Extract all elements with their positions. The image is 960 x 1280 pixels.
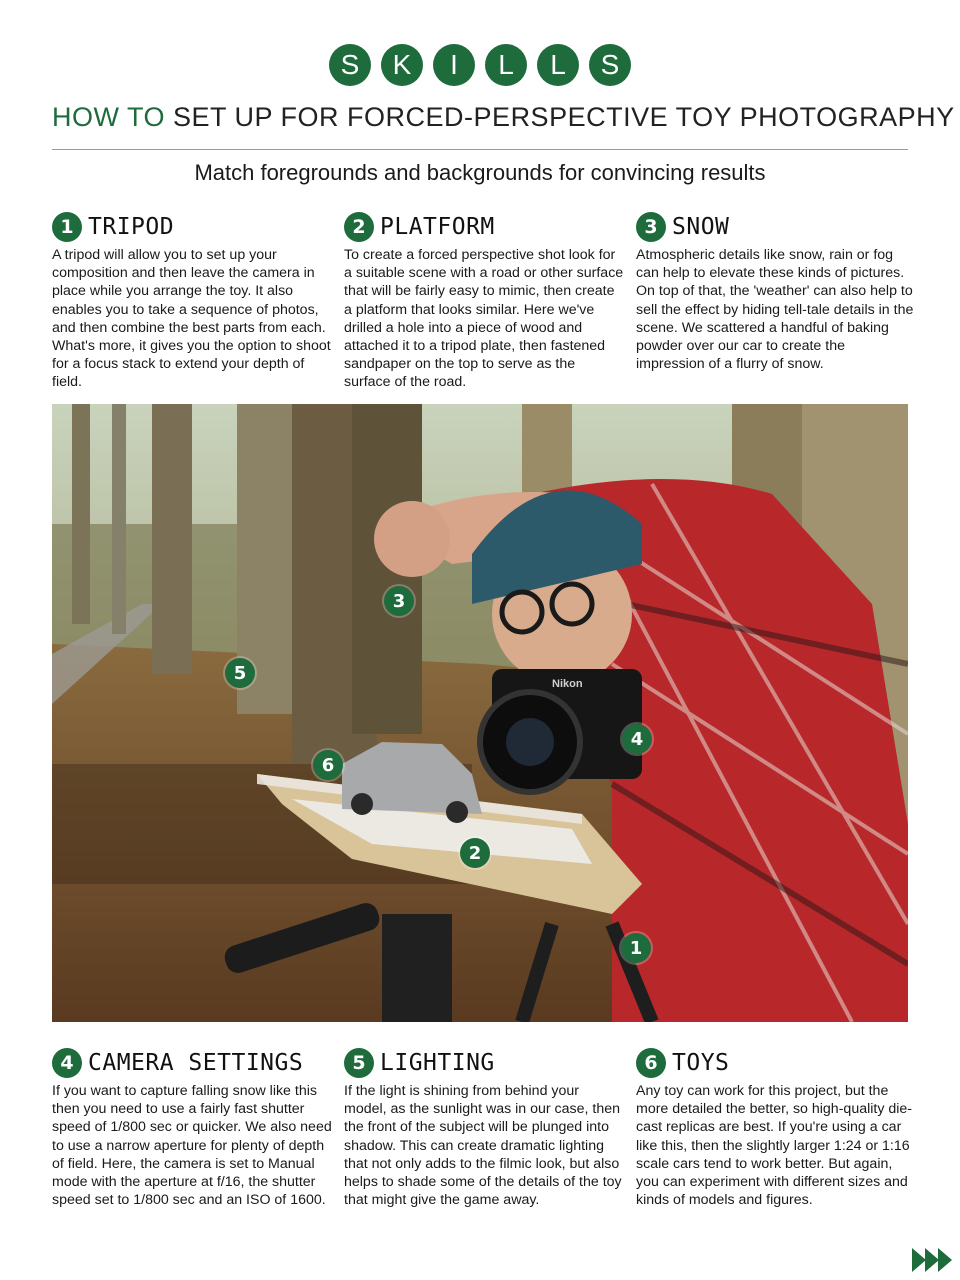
section-platform — [344, 210, 624, 392]
section-body: If you want to capture falling snow like this then you need to use a fairly fast shutter speed of 1/800 sec or quicker. We also need to use a narrow aperture for plenty of depth of field. Here, the camera is set to Manual mode with the aperture at f/16, the shutter speed set to 1/800 sec and an ISO of 1600. — [52, 1083, 332, 1209]
section-snow — [636, 210, 916, 373]
skills-letter: L — [537, 44, 579, 86]
section-lighting — [344, 1046, 624, 1209]
photo-marker: 4 — [622, 724, 652, 754]
step-number-badge: 5 — [344, 1048, 374, 1078]
photo-marker: 3 — [384, 586, 414, 616]
step-number-badge: 3 — [636, 212, 666, 242]
skills-letter: K — [381, 44, 423, 86]
skills-letter: L — [485, 44, 527, 86]
section-title: TOYS — [672, 1050, 730, 1076]
title-rest: SET UP FOR FORCED-PERSPECTIVE TOY PHOTOGRAPHY — [165, 102, 955, 132]
title-accent: HOW TO — [52, 102, 166, 132]
section-body: Atmospheric details like snow, rain or fog can help to elevate these kinds of pictures. On top of that, the 'weather' can also help to sell the effect by hiding tell-tale details in the scene. We scattered a handful of baking powder over our car to create the impression of a flurry of snow. — [636, 247, 914, 373]
section-title: SNOW — [672, 214, 730, 240]
section-title: PLATFORM — [380, 214, 495, 240]
camera-brand-label: Nikon — [552, 678, 583, 690]
skills-letter: S — [589, 44, 631, 86]
section-body: If the light is shining from behind your model, as the sunlight was in our case, then the front of the subject will be plunged into shadow. This can create dramatic lighting that not only adds to the filmic look, but also helps to shade some of the details of the toy that might give the game away. — [344, 1083, 622, 1209]
photo-illustration — [52, 404, 908, 1022]
step-number-badge: 4 — [52, 1048, 82, 1078]
section-title: CAMERA SETTINGS — [88, 1050, 304, 1076]
photo-marker: 5 — [225, 658, 255, 688]
section-body: A tripod will allow you to set up your composition and then leave the camera in place while you arrange the toy. It also enables you to take a sequence of photos, and then combine the best parts from each. What's more, it gives you the option to shoot for a focus stack to extend your depth of field. — [52, 247, 331, 391]
step-number-badge: 6 — [636, 1048, 666, 1078]
photo-marker: 6 — [313, 750, 343, 780]
section-toys — [636, 1046, 916, 1209]
skills-letter: I — [433, 44, 475, 86]
subheading: Match foregrounds and backgrounds for convincing results — [194, 160, 766, 185]
skills-letter: S — [329, 44, 371, 86]
page-title — [52, 102, 955, 133]
skills-header — [0, 44, 960, 86]
main-photo — [52, 404, 908, 1022]
section-camera-settings — [52, 1046, 332, 1209]
triple-chevron-right-icon — [913, 1248, 952, 1272]
photo-marker: 1 — [621, 933, 651, 963]
step-number-badge: 1 — [52, 212, 82, 242]
section-title: TRIPOD — [88, 214, 175, 240]
section-title: LIGHTING — [380, 1050, 495, 1076]
section-body: To create a forced perspective shot look for a suitable scene with a road or other surface that will be fairly easy to mimic, then create a platform that looks similar. Here we've drilled a hole into a piece of wood and attached it to a tripod plate, then fastened sandpaper on the top to serve as the surface of the road. — [344, 247, 624, 391]
section-body: Any toy can work for this project, but the more detailed the better, so high-quality die-cast replicas are best. If you're using a car like this, then the slightly larger 1:24 or 1:16 scale cars tend to work better. But again, you can experiment with different sizes and kinds of models and figures. — [636, 1083, 913, 1209]
step-number-badge: 2 — [344, 212, 374, 242]
photo-marker: 2 — [460, 838, 490, 868]
section-tripod — [52, 210, 332, 392]
title-divider — [52, 149, 908, 150]
